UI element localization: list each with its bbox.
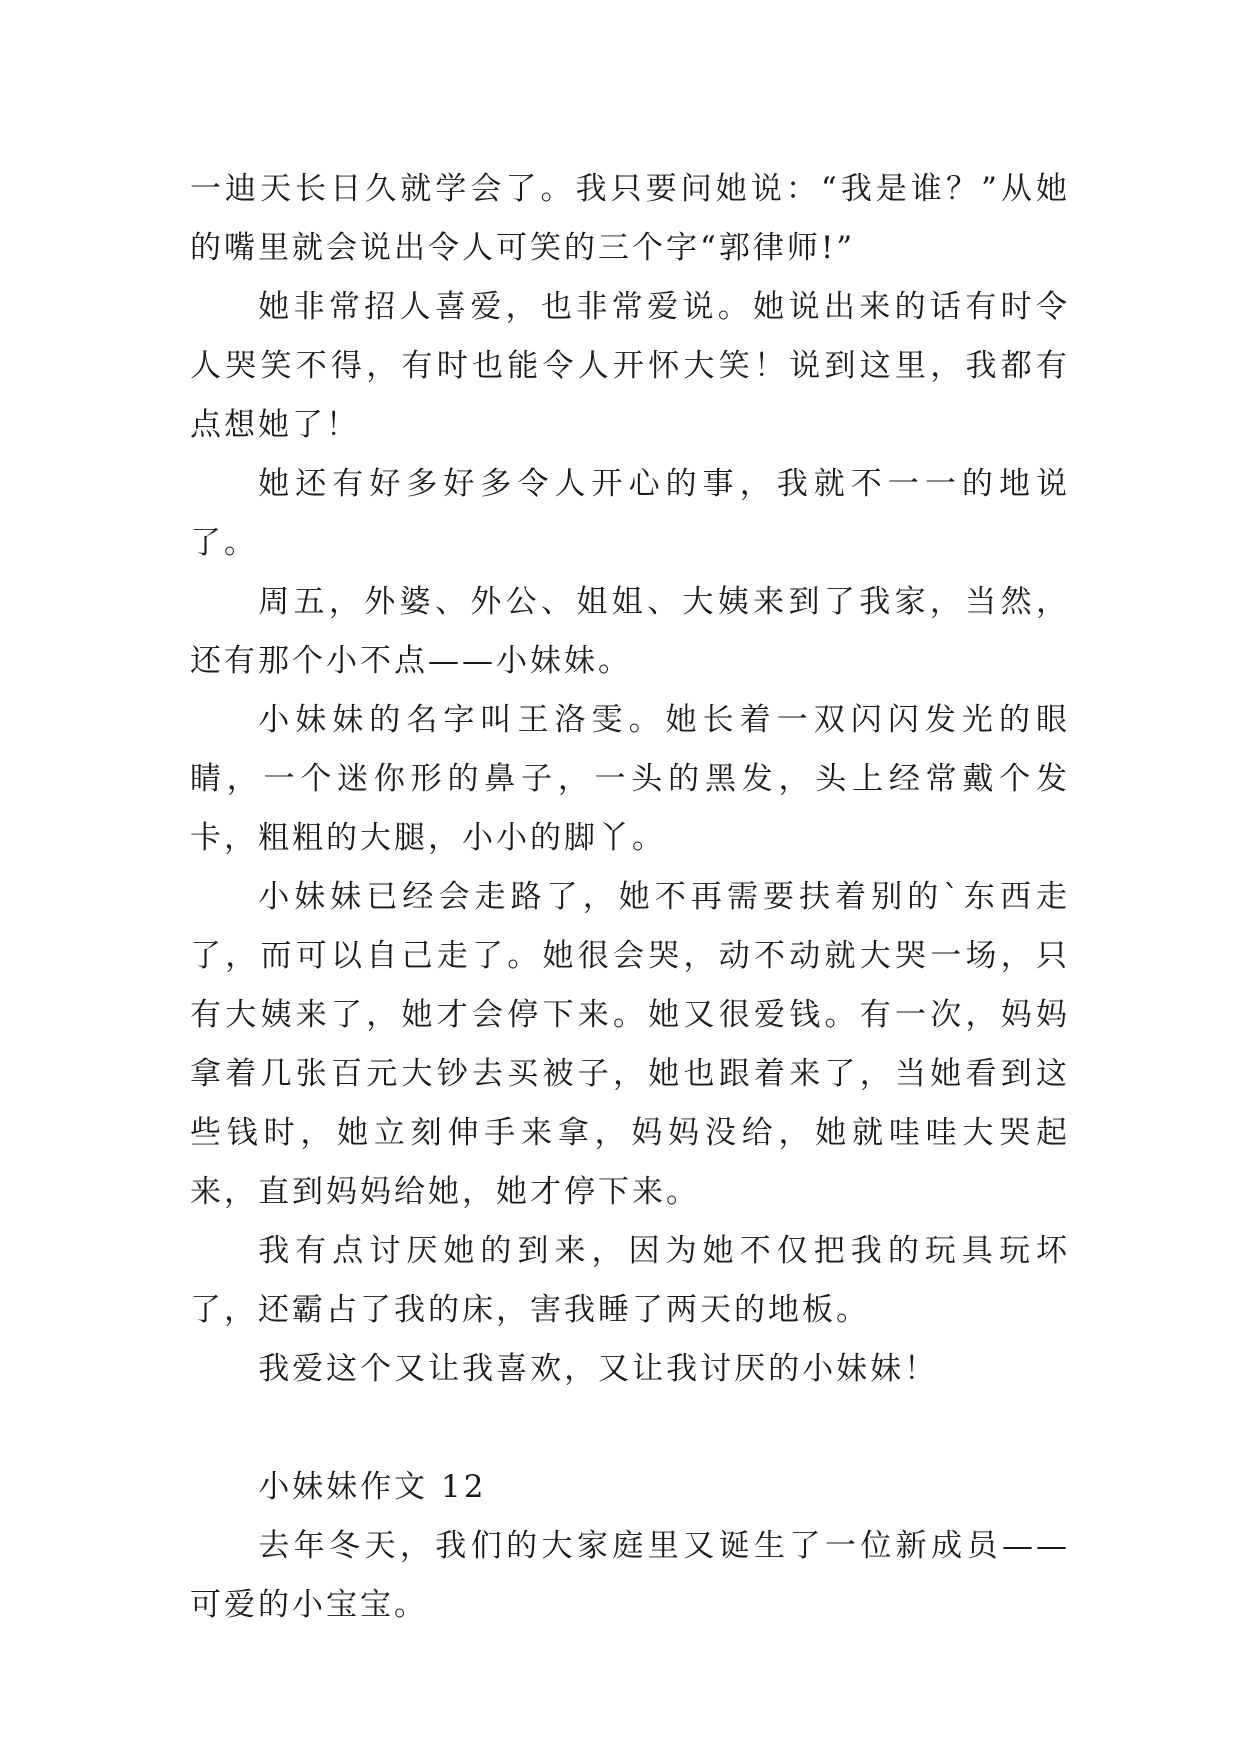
paragraph: 周五，外婆、外公、姐姐、大姨来到了我家，当然，还有那个小不点——小妹妹。 — [190, 584, 1070, 679]
paragraph: 我爱这个又让我喜欢，又让我讨厌的小妹妹！ — [258, 1351, 939, 1387]
section-heading: 小妹妹作文 12 — [258, 1469, 487, 1505]
paragraph: 去年冬天，我们的大家庭里又诞生了一位新成员——可爱的小宝宝。 — [190, 1528, 1070, 1623]
paragraph: 我有点讨厌她的到来，因为她不仅把我的玩具玩坏了，还霸占了我的床，害我睡了两天的地板。 — [190, 1233, 1070, 1328]
document-body — [190, 160, 1070, 1635]
paragraph: 小妹妹已经会走路了，她不再需要扶着别的`东西走了，而可以自己走了。她很会哭，动不动就大哭一场，只有大姨来了，她才会停下来。她又很爱钱。有一次，妈妈拿着几张百元大钞去买被子，她也跟着来了，当她看到这些钱时，她立刻伸手来拿，妈妈没给，她就哇哇大哭起来，直到妈妈给她，她才停下来。 — [190, 879, 1070, 1210]
paragraph-continuation: 一迪天长日久就学会了。我只要问她说：“我是谁？”从她的嘴里就会说出令人可笑的三个字“郭律师!” — [190, 171, 1070, 266]
paragraph: 她还有好多好多令人开心的事，我就不一一的地说了。 — [190, 466, 1070, 561]
paragraph: 小妹妹的名字叫王洛雯。她长着一双闪闪发光的眼睛，一个迷你形的鼻子，一头的黑发，头上经常戴个发卡，粗粗的大腿，小小的脚丫。 — [190, 702, 1070, 856]
paragraph: 她非常招人喜爱，也非常爱说。她说出来的话有时令人哭笑不得，有时也能令人开怀大笑！说到这里，我都有点想她了！ — [190, 289, 1070, 443]
section-spacer — [190, 1399, 1070, 1458]
